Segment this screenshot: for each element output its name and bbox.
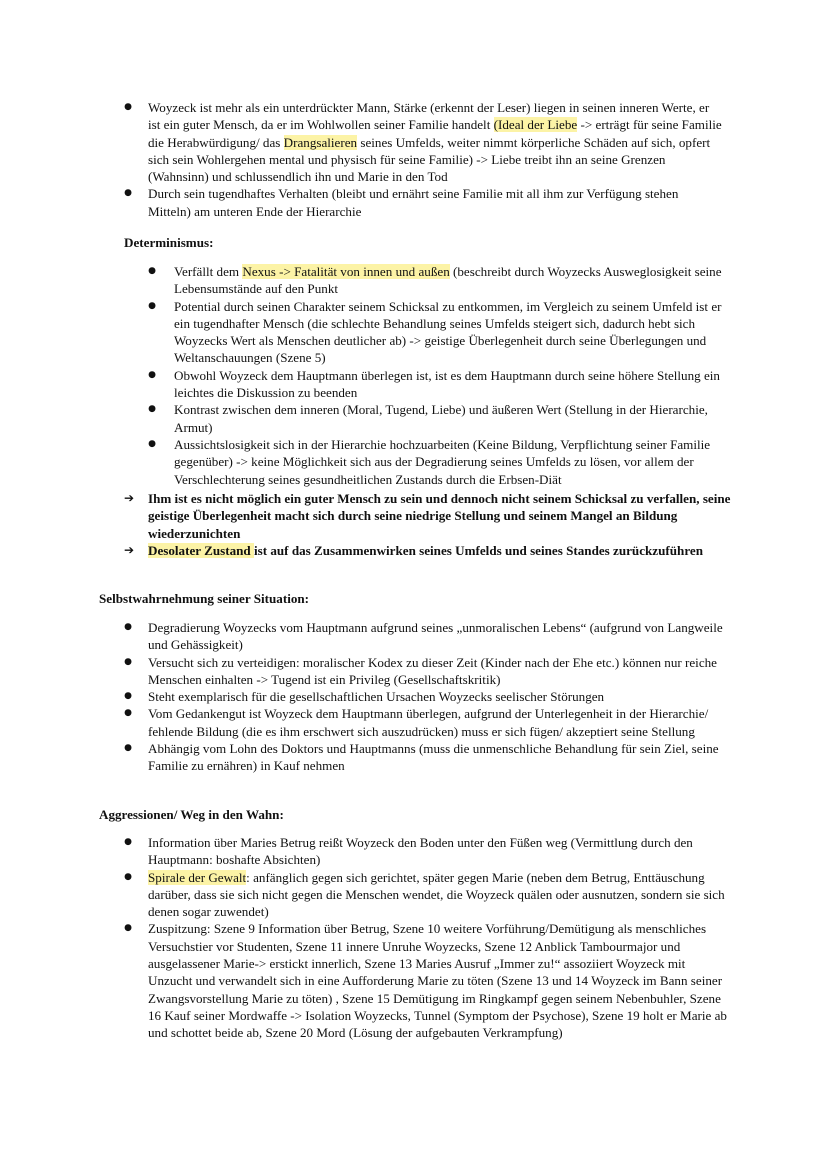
list-item: ● Woyzeck ist mehr als ein unterdrückter Mann, Stärke (erkennt der Leser) liegen in seinen inneren Werte, er ist ein guter Mensch, da er im Wohlwollen seiner Familie handelt (Ideal der Liebe -> erträgt für seine Familie die Herabwürdigung/ das Drangsalieren seines Umfelds, weiter nimmt körperliche Schäden auf sich, opfert sich sein Wohlergehen mental und physisch für seine Familie) -> Liebe treibt ihn an seine Grenzen (Wahnsinn) und schlussendlich ihn und Marie in den Tod [124, 100, 722, 185]
bullet-icon: ● [124, 656, 132, 667]
bullet-icon: ● [148, 404, 156, 415]
list-item: ● Kontrast zwischen dem inneren (Moral, Tugend, Liebe) und äußeren Wert (Stellung in der Hierarchie, Armut) [148, 402, 708, 435]
section-heading-selbstwahrnehmung: Selbstwahrnehmung seiner Situation: [99, 591, 310, 606]
determinismus-list [148, 263, 730, 488]
intro-list [124, 99, 724, 220]
bullet-icon: ● [148, 266, 156, 276]
list-item: ● Degradierung Woyzecks vom Hauptmann aufgrund seines „unmoralischen Lebens“ (aufgrund von Langweile und Gehässigkeit) [124, 620, 723, 653]
list-item: ● Steht exemplarisch für die gesellschaftlichen Ursachen Woyzecks seelischer Störungen [124, 689, 605, 705]
list-item: ● Aussichtslosigkeit sich in der Hierarchie hochzuarbeiten (Keine Bildung, Verpflichtung seiner Familie gegenüber) -> keine Möglichkeit sich aus der Degradierung seines Umfelds zu lösen, vor allem der Verschlechterung seines gesundheitlichen Zustands durch die Erbsen-Diät [148, 436, 711, 487]
bullet-icon: ● [148, 369, 156, 380]
list-item: ● Abhängig vom Lohn des Doktors und Hauptmanns (muss die unmenschliche Behandlung für sein Ziel, seine Familie zu ernähren) in Kauf nehmen [124, 741, 719, 774]
list-item: ● Obwohl Woyzeck dem Hauptmann überlegen ist, ist es dem Hauptmann durch seine höhere Stellung ein leichtes die Diskussion zu beenden [148, 367, 720, 401]
aggressionen-list [124, 834, 732, 1042]
bullet-icon: ● [124, 691, 132, 702]
arrow-right-icon: ➔ [124, 491, 135, 505]
bullet-icon: ● [124, 743, 132, 754]
bullet-icon: ● [148, 300, 156, 311]
bullet-icon: ● [124, 622, 132, 632]
selbstwahrnehmung-list [124, 619, 734, 775]
list-item: ● Information über Maries Betrug reißt Woyzeck den Boden unter den Füßen weg (Vermittlung durch den Hauptmann: boshafte Absichten) [124, 835, 693, 868]
bullet-icon: ● [124, 708, 132, 719]
bullet-icon: ● [124, 923, 132, 934]
bullet-icon: ● [148, 438, 156, 449]
bullet-icon: ● [124, 837, 132, 847]
section-heading-aggressionen: Aggressionen/ Weg in den Wahn: [99, 807, 284, 822]
highlight: Drangsalieren [283, 134, 358, 150]
highlight: Desolater Zustand [148, 543, 254, 558]
list-item: ● Spirale der Gewalt: anfänglich gegen sich gerichtet, später gegen Marie (neben dem Betrug, Enttäuschung darüber, dass sie sich nicht gegen die Menschen wendet, die Woyzeck quälen oder ausnutzen, sondern sie sich denen sogar zuwendet) [124, 869, 725, 920]
highlight: Nexus -> Fatalität von innen und außen [242, 264, 450, 279]
bullet-icon: ● [124, 871, 132, 882]
highlight: Spirale der Gewalt [148, 869, 247, 885]
list-item: ● Versucht sich zu verteidigen: moralischer Kodex zu dieser Zeit (Kinder nach der Ehe etc.) können nur reiche Menschen einhalten -> Tugend ist ein Privileg (Gesellschaftskritik) [124, 654, 717, 687]
list-item: ● Durch sein tugendhaftes Verhalten (bleibt und ernährt seine Familie mit all ihm zur Verfügung stehen Mitteln) am unteren Ende der Hierarchie [124, 186, 679, 219]
bullet-icon: ● [124, 102, 132, 112]
list-item: ● Zuspitzung: Szene 9 Information über Betrug, Szene 10 weitere Vorführung/Demütigung als menschliches Versuchstier vor Studenten, Szene 11 innere Unruhe Woyzecks, Szene 12 Anblick Tambourmajor und ausgelassener Marie-> erstickt innerlich, Szene 13 Maries Ausruf „Immer zu!“ assoziiert Woyzeck mit Unzucht und verwandelt sich in eine Aufforderung Marie zu töten (Szene 13 und 14 Woyzeck im Bann seiner Zwangsvorstellung Marie zu töten) , Szene 15 Demütigung im Ringkampf gegen seinem Nebenbuhler, Szene 16 Kauf seiner Mordwaffe -> Isolation Woyzecks, Tunnel (Symptom der Psychose), Szene 19 holt er Marie ab und schottet beide ab, Szene 20 Mord (Lösung der aufgebauten Verkrampfung) [124, 921, 727, 1041]
arrow-right-icon: ➔ [124, 543, 135, 557]
conclusion-2: ➔ Desolater Zustand ist auf das Zusammenwirken seines Umfelds und seines Standes zurückzuführen [124, 543, 703, 558]
highlight: (Ideal der Liebe [493, 117, 578, 133]
list-item: ● Vom Gedankengut ist Woyzeck dem Hauptmann überlegen, aufgrund der Unterlegenheit in der Hierarchie/ fehlende Bildung (die es ihm erschwert sich auszudrücken) muss er sich fügen/ akzeptiert seine Stellung [124, 706, 709, 739]
list-item: ● Potential durch seinen Charakter seinem Schicksal zu entkommen, im Vergleich zu seinem Umfeld ist er ein tugendhafter Mensch (die schlechte Behandlung seines Umfelds steigert sich, dadurch hebt sich Woyzecks Wert als Menschen deutlicher ab) -> geistige Überlegenheit durch seine Überlegungen und Weltanschauungen (Szene 5) [148, 298, 722, 366]
bullet-icon: ● [124, 188, 132, 199]
section-heading-determinismus: Determinismus: [124, 235, 214, 250]
list-item: ● Verfällt dem Nexus -> Fatalität von innen und außen (beschreibt durch Woyzecks Ausweglosigkeit seine Lebensumstände auf den Punkt [148, 264, 722, 297]
conclusion-1: ➔ Ihm ist es nicht möglich ein guter Mensch zu sein und dennoch nicht seinem Schicksal zu verfallen, seine geistige Überlegenheit macht sich durch seine niedrige Stellung und seinem Mangel an Bildung wiederzunichten [124, 491, 731, 541]
